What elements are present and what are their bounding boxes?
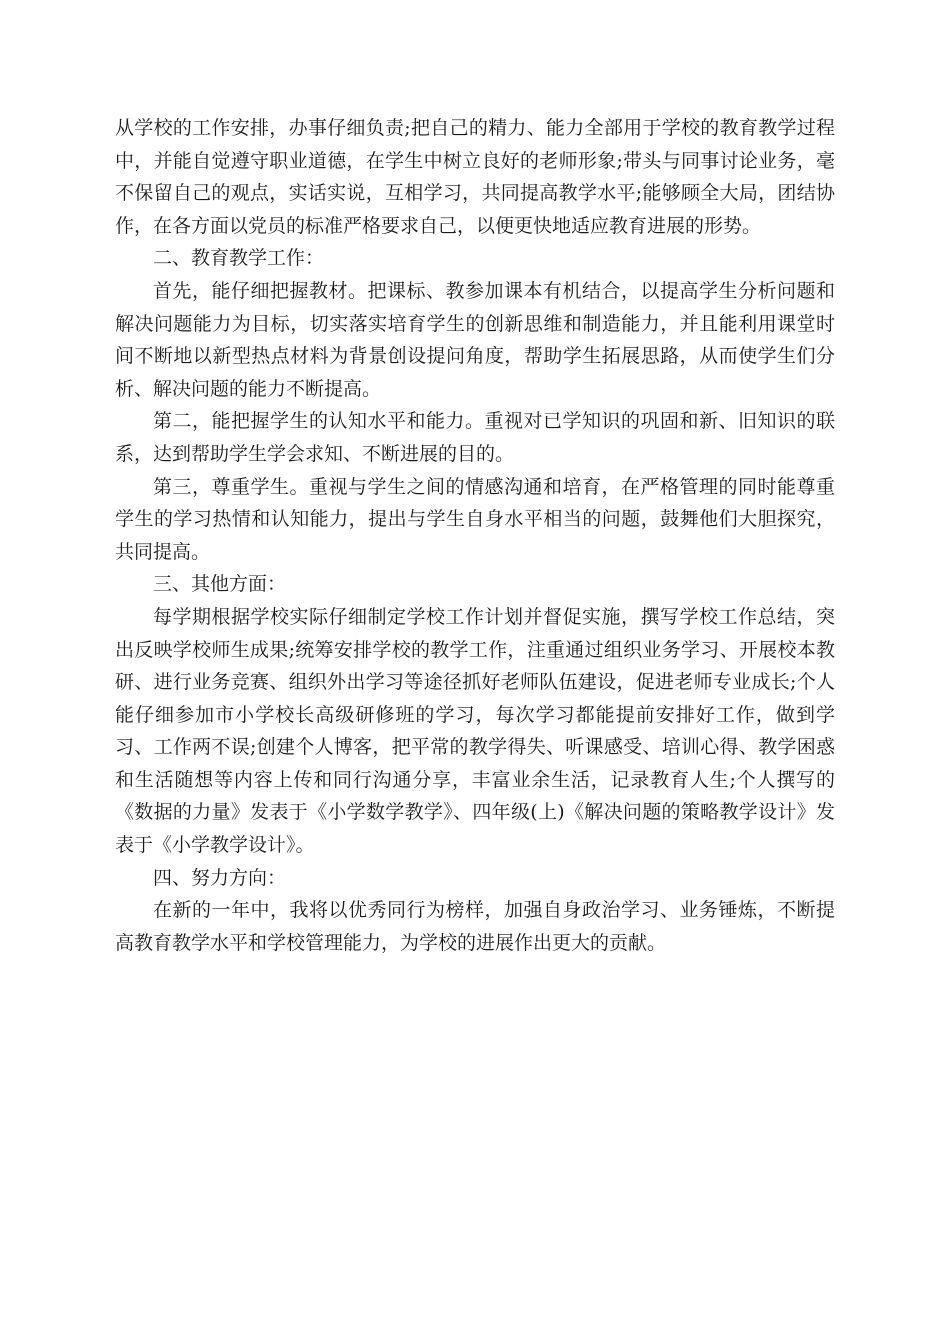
- paragraph-first-point: 首先，能仔细把握教材。把课标、教参加课本有机结合，以提高学生分析问题和解决问题能力为目标，切实落实培育学生的创新思维和制造能力，并且能利用课堂时间不断地以新型热点材料为背景创设提问角度，帮助学生拓展思路，从而使学生们分析、解决问题的能力不断提高。: [115, 279, 835, 400]
- section-heading-teaching-work: 二、教育教学工作：: [153, 247, 325, 270]
- paragraph-other-aspects: 每学期根据学校实际仔细制定学校工作计划并督促实施，撰写学校工作总结，突出反映学校师生成果;统筹安排学校的教学工作，注重通过组织业务学习、开展校本教研、进行业务竞赛、组织外出学习等途径抓好老师队伍建设，促进老师专业成长;个人能仔细参加市小学校长高级研修班的学习，每次学习都能提前安排好工作，做到学习、工作两不误;创建个人博客，把平常的教学得失、听课感受、培训心得、教学困惑和生活随想等内容上传和同行沟通分享，丰富业余生活，记录教育人生;个人撰写的《数据的力量》发表于《小学数学教学》、四年级(上)《解决问题的策略教学设计》发表于《小学教学设计》。: [115, 605, 835, 857]
- paragraph-direction: 在新的一年中，我将以优秀同行为榜样，加强自身政治学习、业务锤炼，不断提高教育教学水平和学校管理能力，为学校的进展作出更大的贡献。: [115, 899, 835, 954]
- paragraph-second-point: 第二，能把握学生的认知水平和能力。重视对已学知识的巩固和新、旧知识的联系，达到帮助学生学会求知、不断进展的目的。: [115, 410, 835, 465]
- section-heading-other-aspects: 三、其他方面：: [153, 573, 287, 596]
- section-heading-direction: 四、努力方向：: [153, 866, 287, 889]
- paragraph-third-point: 第三，尊重学生。重视与学生之间的情感沟通和培育，在严格管理的同时能尊重学生的学习热情和认知能力，提出与学生自身水平相当的问题，鼓舞他们大胆探究，共同提高。: [115, 475, 835, 563]
- document-body: [115, 112, 835, 959]
- paragraph-continuation: 从学校的工作安排，办事仔细负责;把自己的精力、能力全部用于学校的教育教学过程中，并能自觉遵守职业道德，在学生中树立良好的老师形象;带头与同事讨论业务，毫不保留自己的观点，实话实说，互相学习，共同提高教学水平;能够顾全大局，团结协作，在各方面以党员的标准严格要求自己，以便更快地适应教育进展的形势。: [115, 117, 835, 237]
